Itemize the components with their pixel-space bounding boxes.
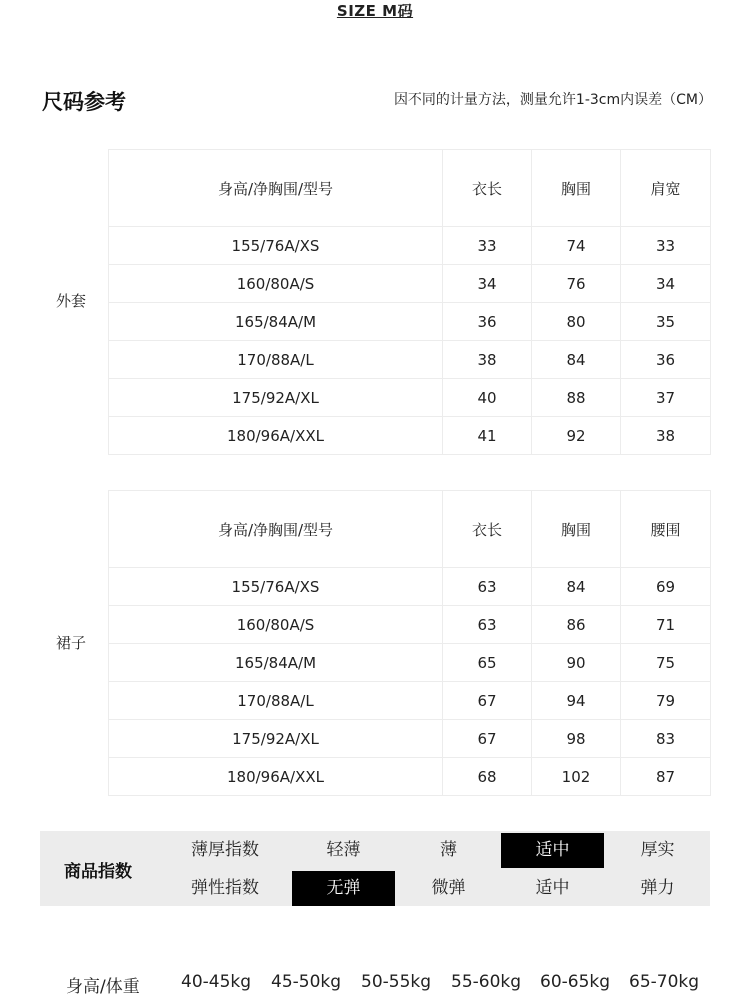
cell-measure: 79 bbox=[621, 682, 711, 720]
cell-size: 155/76A/XS bbox=[109, 227, 443, 265]
cell-size: 175/92A/XL bbox=[109, 720, 443, 758]
cell-measure: 36 bbox=[621, 341, 711, 379]
cell-size: 170/88A/L bbox=[109, 341, 443, 379]
cell-measure: 87 bbox=[621, 758, 711, 796]
cell-chest: 86 bbox=[532, 606, 621, 644]
elasticity-option: 弹力 bbox=[640, 878, 675, 898]
header-chest: 胸围 bbox=[532, 491, 621, 568]
elasticity-index-label: 弹性指数 bbox=[191, 878, 259, 898]
cell-measure: 34 bbox=[621, 265, 711, 303]
cell-measure: 75 bbox=[621, 644, 711, 682]
table-row bbox=[109, 758, 711, 796]
cell-length: 63 bbox=[443, 568, 532, 606]
table-row bbox=[109, 379, 711, 417]
cell-chest: 74 bbox=[532, 227, 621, 265]
cell-length: 33 bbox=[443, 227, 532, 265]
cell-length: 65 bbox=[443, 644, 532, 682]
cell-length: 63 bbox=[443, 606, 532, 644]
thickness-option: 厚实 bbox=[640, 840, 675, 860]
header-length: 衣长 bbox=[443, 150, 532, 227]
cell-size: 180/96A/XXL bbox=[109, 758, 443, 796]
jacket-size-table bbox=[108, 149, 711, 455]
cell-chest: 80 bbox=[532, 303, 621, 341]
table-row bbox=[109, 606, 711, 644]
cell-measure: 38 bbox=[621, 417, 711, 455]
elasticity-option: 无弹 bbox=[292, 871, 395, 906]
cell-size: 180/96A/XXL bbox=[109, 417, 443, 455]
weight-range: 65-70kg bbox=[629, 972, 700, 992]
cell-chest: 88 bbox=[532, 379, 621, 417]
cell-length: 68 bbox=[443, 758, 532, 796]
cell-measure: 37 bbox=[621, 379, 711, 417]
jacket-label: 外套 bbox=[56, 292, 87, 310]
cell-length: 38 bbox=[443, 341, 532, 379]
cell-size: 155/76A/XS bbox=[109, 568, 443, 606]
cell-length: 67 bbox=[443, 682, 532, 720]
size-reference-title: 尺码参考 bbox=[42, 90, 126, 114]
cell-chest: 102 bbox=[532, 758, 621, 796]
table-row bbox=[109, 341, 711, 379]
weight-range: 45-50kg bbox=[271, 972, 342, 992]
cell-size: 165/84A/M bbox=[109, 303, 443, 341]
cell-chest: 84 bbox=[532, 341, 621, 379]
cell-chest: 92 bbox=[532, 417, 621, 455]
thickness-option: 薄 bbox=[440, 840, 457, 860]
size-heading: SIZE M码 bbox=[336, 2, 414, 20]
table-row bbox=[109, 568, 711, 606]
height-weight-label: 身高/体重 bbox=[66, 977, 140, 997]
header-shoulder: 肩宽 bbox=[621, 150, 711, 227]
cell-measure: 35 bbox=[621, 303, 711, 341]
header-chest: 胸围 bbox=[532, 150, 621, 227]
elasticity-option: 适中 bbox=[535, 878, 570, 898]
table-header-row bbox=[109, 150, 711, 227]
table-row bbox=[109, 720, 711, 758]
cell-measure: 69 bbox=[621, 568, 711, 606]
header-waist: 腰围 bbox=[621, 491, 711, 568]
cell-length: 34 bbox=[443, 265, 532, 303]
table-header-row bbox=[109, 491, 711, 568]
table-row bbox=[109, 303, 711, 341]
skirt-size-table bbox=[108, 490, 711, 796]
weight-range: 55-60kg bbox=[451, 972, 522, 992]
cell-size: 160/80A/S bbox=[109, 606, 443, 644]
table-row bbox=[109, 265, 711, 303]
cell-size: 160/80A/S bbox=[109, 265, 443, 303]
thickness-option: 轻薄 bbox=[326, 840, 361, 860]
weight-range: 50-55kg bbox=[361, 972, 432, 992]
table-row bbox=[109, 227, 711, 265]
skirt-label: 裙子 bbox=[56, 634, 87, 652]
cell-measure: 33 bbox=[621, 227, 711, 265]
cell-chest: 84 bbox=[532, 568, 621, 606]
cell-chest: 98 bbox=[532, 720, 621, 758]
cell-chest: 90 bbox=[532, 644, 621, 682]
elasticity-option: 微弹 bbox=[431, 878, 466, 898]
header-length: 衣长 bbox=[443, 491, 532, 568]
thickness-option: 适中 bbox=[501, 833, 604, 868]
header-size: 身高/净胸围/型号 bbox=[109, 491, 443, 568]
table-row bbox=[109, 644, 711, 682]
weight-range: 40-45kg bbox=[181, 972, 252, 992]
product-index-title: 商品指数 bbox=[64, 862, 132, 882]
header-size: 身高/净胸围/型号 bbox=[109, 150, 443, 227]
cell-size: 170/88A/L bbox=[109, 682, 443, 720]
cell-length: 67 bbox=[443, 720, 532, 758]
weight-range: 60-65kg bbox=[540, 972, 611, 992]
table-row bbox=[109, 682, 711, 720]
cell-length: 40 bbox=[443, 379, 532, 417]
cell-size: 165/84A/M bbox=[109, 644, 443, 682]
thickness-index-label: 薄厚指数 bbox=[191, 840, 259, 860]
cell-measure: 83 bbox=[621, 720, 711, 758]
cell-length: 36 bbox=[443, 303, 532, 341]
cell-length: 41 bbox=[443, 417, 532, 455]
cell-chest: 94 bbox=[532, 682, 621, 720]
table-row bbox=[109, 417, 711, 455]
cell-measure: 71 bbox=[621, 606, 711, 644]
measurement-note: 因不同的计量方法，测量允许1-3cm内误差（CM） bbox=[393, 92, 712, 108]
cell-size: 175/92A/XL bbox=[109, 379, 443, 417]
cell-chest: 76 bbox=[532, 265, 621, 303]
